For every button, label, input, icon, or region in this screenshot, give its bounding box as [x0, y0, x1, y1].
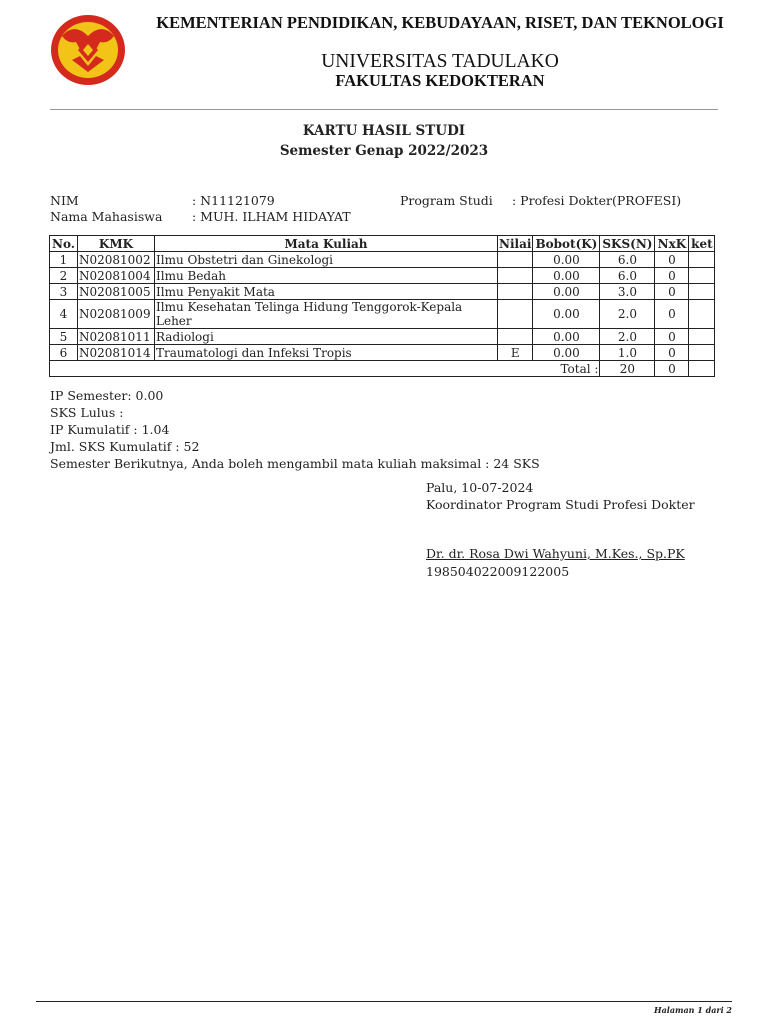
col-kmk: KMK [78, 236, 155, 252]
col-nxk: NxK [655, 236, 689, 252]
row-nilai [498, 284, 533, 300]
row-sks: 1.0 [600, 345, 655, 361]
row-course: Radiologi [155, 329, 498, 345]
row-no: 6 [50, 345, 78, 361]
row-nxk: 0 [655, 329, 689, 345]
row-bobot: 0.00 [533, 345, 600, 361]
row-ket [689, 284, 715, 300]
row-course: Traumatologi dan Infeksi Tropis [155, 345, 498, 361]
document-title: KARTU HASIL STUDI [302, 123, 466, 139]
name-value: : MUH. ILHAM HIDAYAT [192, 209, 351, 224]
total-ket [689, 361, 715, 377]
col-mata-kuliah: Mata Kuliah [155, 236, 498, 252]
row-kmk: N02081011 [78, 329, 155, 345]
table-header-row [50, 236, 715, 252]
ip-kumulatif: IP Kumulatif : 1.04 [50, 422, 170, 437]
university-name: UNIVERSITAS TADULAKO [321, 51, 559, 72]
col-bobot: Bobot(K) [533, 236, 600, 252]
row-nilai [498, 300, 533, 329]
nim-label: NIM [50, 193, 79, 208]
row-ket [689, 252, 715, 268]
row-kmk: N02081005 [78, 284, 155, 300]
row-no: 4 [50, 300, 78, 329]
name-label: Nama Mahasiswa [50, 209, 163, 224]
total-nxk: 0 [655, 361, 689, 377]
table-total-row [50, 361, 715, 377]
page-number: Halaman 1 dari 2 [654, 1005, 732, 1015]
nim-value: : N11121079 [192, 193, 275, 208]
row-nxk: 0 [655, 345, 689, 361]
table-row [50, 329, 715, 345]
row-course: Ilmu Kesehatan Telinga Hidung Tenggorok-Kepala Leher [155, 300, 498, 329]
row-course: Ilmu Obstetri dan Ginekologi [155, 252, 498, 268]
row-ket [689, 329, 715, 345]
col-ket: ket [689, 236, 715, 252]
row-sks: 3.0 [600, 284, 655, 300]
row-no: 2 [50, 268, 78, 284]
row-ket [689, 268, 715, 284]
table-row [50, 300, 715, 329]
col-sks: SKS(N) [600, 236, 655, 252]
row-course: Ilmu Bedah [155, 268, 498, 284]
place-date: Palu, 10-07-2024 [426, 480, 534, 495]
row-bobot: 0.00 [533, 300, 600, 329]
row-no: 3 [50, 284, 78, 300]
sks-lulus: SKS Lulus : [50, 405, 124, 420]
semester-subtitle: Semester Genap 2022/2023 [279, 143, 489, 159]
ministry-name: KEMENTERIAN PENDIDIKAN, KEBUDAYAAN, RISET, DAN TEKNOLOGI [156, 13, 724, 32]
row-sks: 6.0 [600, 268, 655, 284]
total-sks: 20 [600, 361, 655, 377]
row-sks: 2.0 [600, 300, 655, 329]
row-sks: 6.0 [600, 252, 655, 268]
row-kmk: N02081009 [78, 300, 155, 329]
row-nxk: 0 [655, 284, 689, 300]
footer-divider [36, 1001, 732, 1002]
row-bobot: 0.00 [533, 329, 600, 345]
grades-table [49, 235, 715, 377]
jml-sks-kumulatif: Jml. SKS Kumulatif : 52 [50, 439, 200, 454]
signer-role: Koordinator Program Studi Profesi Dokter [426, 497, 695, 512]
total-label: Total : [50, 361, 600, 377]
row-kmk: N02081002 [78, 252, 155, 268]
row-nilai [498, 252, 533, 268]
row-nilai: E [498, 345, 533, 361]
signer-name: Dr. dr. Rosa Dwi Wahyuni, M.Kes., Sp.PK [426, 546, 685, 561]
program-value: : Profesi Dokter(PROFESI) [512, 193, 682, 208]
university-logo [50, 14, 126, 86]
row-ket [689, 345, 715, 361]
row-kmk: N02081004 [78, 268, 155, 284]
table-row [50, 345, 715, 361]
row-course: Ilmu Penyakit Mata [155, 284, 498, 300]
signer-nip: 198504022009122005 [426, 564, 570, 579]
next-semester-note: Semester Berikutnya, Anda boleh mengambil mata kuliah maksimal : 24 SKS [50, 456, 540, 471]
row-kmk: N02081014 [78, 345, 155, 361]
row-bobot: 0.00 [533, 284, 600, 300]
row-no: 1 [50, 252, 78, 268]
row-sks: 2.0 [600, 329, 655, 345]
row-nxk: 0 [655, 300, 689, 329]
row-ket [689, 300, 715, 329]
header-divider [50, 109, 718, 110]
table-row [50, 284, 715, 300]
table-row [50, 268, 715, 284]
row-nxk: 0 [655, 268, 689, 284]
row-nxk: 0 [655, 252, 689, 268]
row-no: 5 [50, 329, 78, 345]
row-nilai [498, 329, 533, 345]
ip-semester: IP Semester: 0.00 [50, 388, 164, 403]
table-row [50, 252, 715, 268]
row-bobot: 0.00 [533, 252, 600, 268]
col-no: No. [50, 236, 78, 252]
row-bobot: 0.00 [533, 268, 600, 284]
program-label: Program Studi [400, 193, 493, 208]
faculty-name: FAKULTAS KEDOKTERAN [335, 71, 545, 90]
col-nilai: Nilai [499, 236, 532, 251]
row-nilai [498, 268, 533, 284]
